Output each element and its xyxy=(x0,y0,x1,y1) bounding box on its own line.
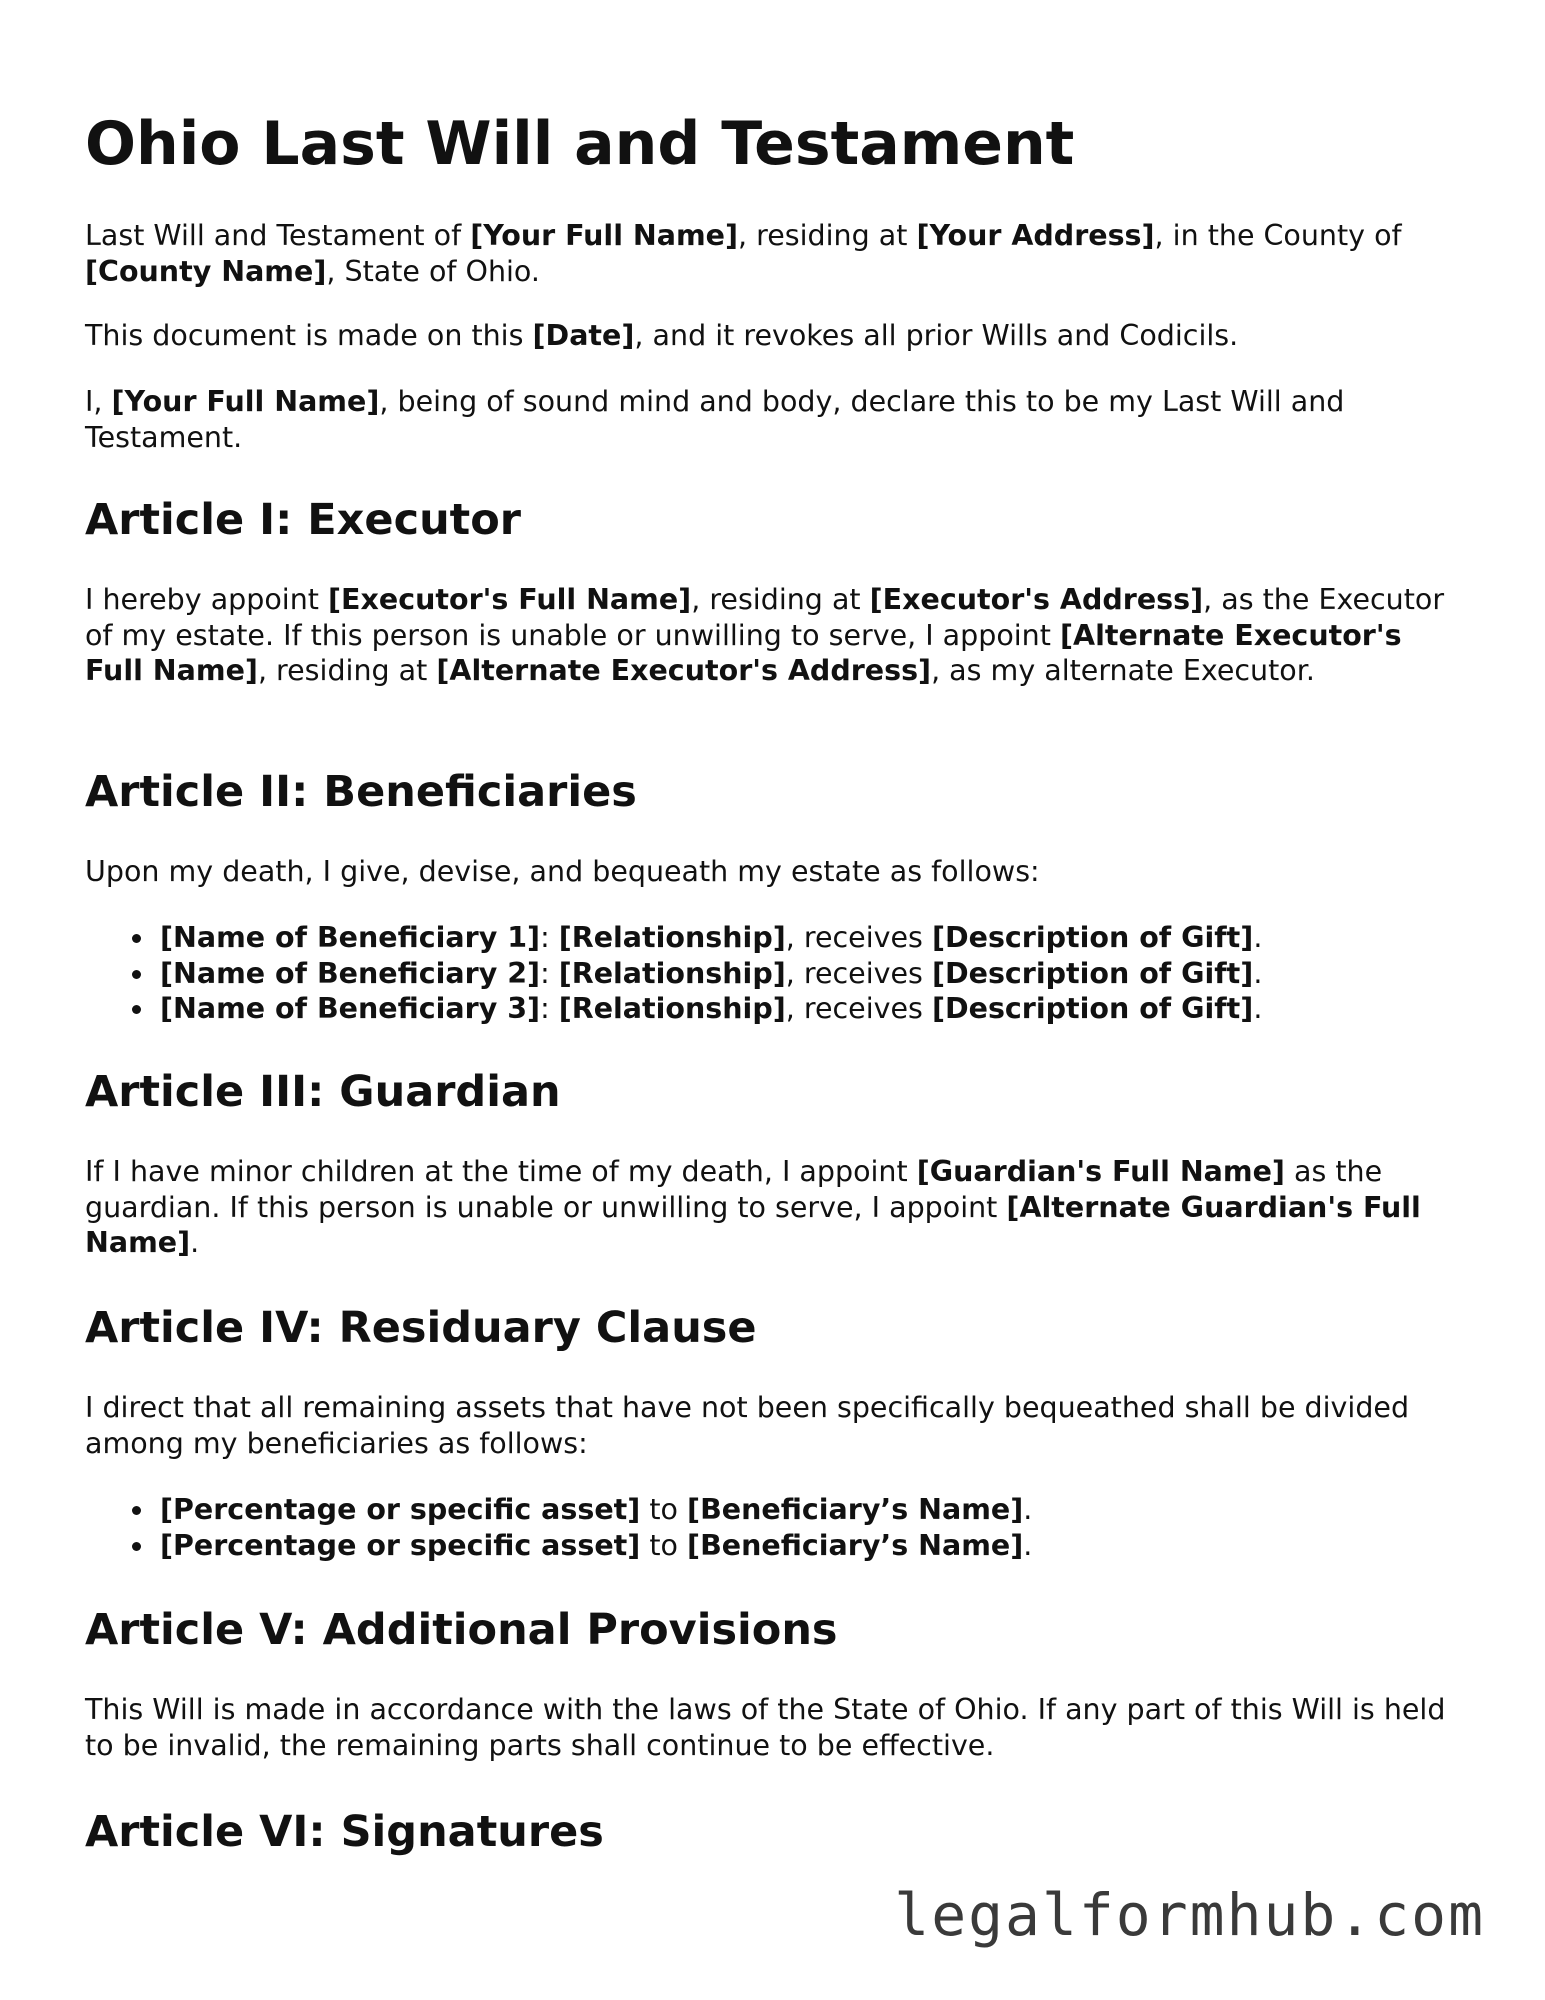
list-item: [Percentage or specific asset] to [Beneficiary’s Name]. xyxy=(160,1492,1465,1528)
article-4-intro: I direct that all remaining assets that have not been specifically bequeathed shall be divided among my beneficiaries as follows: xyxy=(85,1391,1410,1460)
article-3-text: If I have minor children at the time of my death, I appoint [Guardian's Full Name] as the guardian. If this person is unable or unwilling to serve, I appoint [Alternate Guardian's Full Name]. xyxy=(85,1155,1421,1259)
residuary-list xyxy=(85,1492,1465,1563)
article-6-heading: Article VI: Signatures xyxy=(85,1807,604,1857)
page-title: Ohio Last Will and Testament xyxy=(85,109,1075,179)
intro-paragraph-1: Last Will and Testament of [Your Full Name], residing at [Your Address], in the County of [County Name], State of Ohio. xyxy=(85,219,1402,288)
article-4-heading: Article IV: Residuary Clause xyxy=(85,1303,757,1353)
field-county-name: [County Name] xyxy=(85,254,327,288)
list-item: [Percentage or specific asset] to [Beneficiary’s Name]. xyxy=(160,1528,1465,1564)
field-alternate-executor-name: [Alternate Executor's Full Name] xyxy=(85,618,1402,687)
beneficiaries-list xyxy=(85,920,1465,1027)
field-alternate-guardian-name: [Alternate Guardian's Full Name] xyxy=(85,1190,1421,1259)
field-guardian-name: [Guardian's Full Name] xyxy=(916,1155,1285,1188)
field-your-address: [Your Address] xyxy=(916,219,1155,252)
article-5-text: This Will is made in accordance with the laws of the State of Ohio. If any part of this Will is held to be invalid, the remaining parts shall continue to be effective. xyxy=(85,1693,1446,1762)
field-executor-address: [Executor's Address] xyxy=(869,583,1204,616)
intro-paragraph-2: This document is made on this [Date], and it revokes all prior Wills and Codicils. xyxy=(85,319,1239,352)
article-5-heading: Article V: Additional Provisions xyxy=(85,1605,838,1655)
field-alternate-executor-address: [Alternate Executor's Address] xyxy=(436,654,932,687)
article-1-text: I hereby appoint [Executor's Full Name], residing at [Executor's Address], as the Executor of my estate. If this person is unable or unwilling to serve, I appoint [Alternate Executor's Full Name], residing at [Alternate Executor's Address], as my alternate Executor. xyxy=(85,583,1445,687)
watermark: legalformhub.com xyxy=(894,1881,1485,1949)
field-date: [Date] xyxy=(532,319,635,352)
intro-paragraph-3: I, [Your Full Name], being of sound mind and body, declare this to be my Last Will and Testament. xyxy=(85,385,1345,454)
article-2-heading: Article II: Beneficiaries xyxy=(85,767,637,817)
article-1-heading: Article I: Executor xyxy=(85,495,521,545)
list-item: [Name of Beneficiary 1]: [Relationship], receives [Description of Gift]. xyxy=(160,920,1465,956)
list-item: [Name of Beneficiary 2]: [Relationship], receives [Description of Gift]. xyxy=(160,956,1465,992)
list-item: [Name of Beneficiary 3]: [Relationship], receives [Description of Gift]. xyxy=(160,991,1465,1027)
article-3-heading: Article III: Guardian xyxy=(85,1067,561,1117)
article-2-intro: Upon my death, I give, devise, and bequeath my estate as follows: xyxy=(85,855,1040,888)
field-your-full-name-declaration: [Your Full Name] xyxy=(111,385,380,418)
field-executor-name: [Executor's Full Name] xyxy=(328,583,692,616)
field-your-full-name: [Your Full Name] xyxy=(470,219,739,252)
